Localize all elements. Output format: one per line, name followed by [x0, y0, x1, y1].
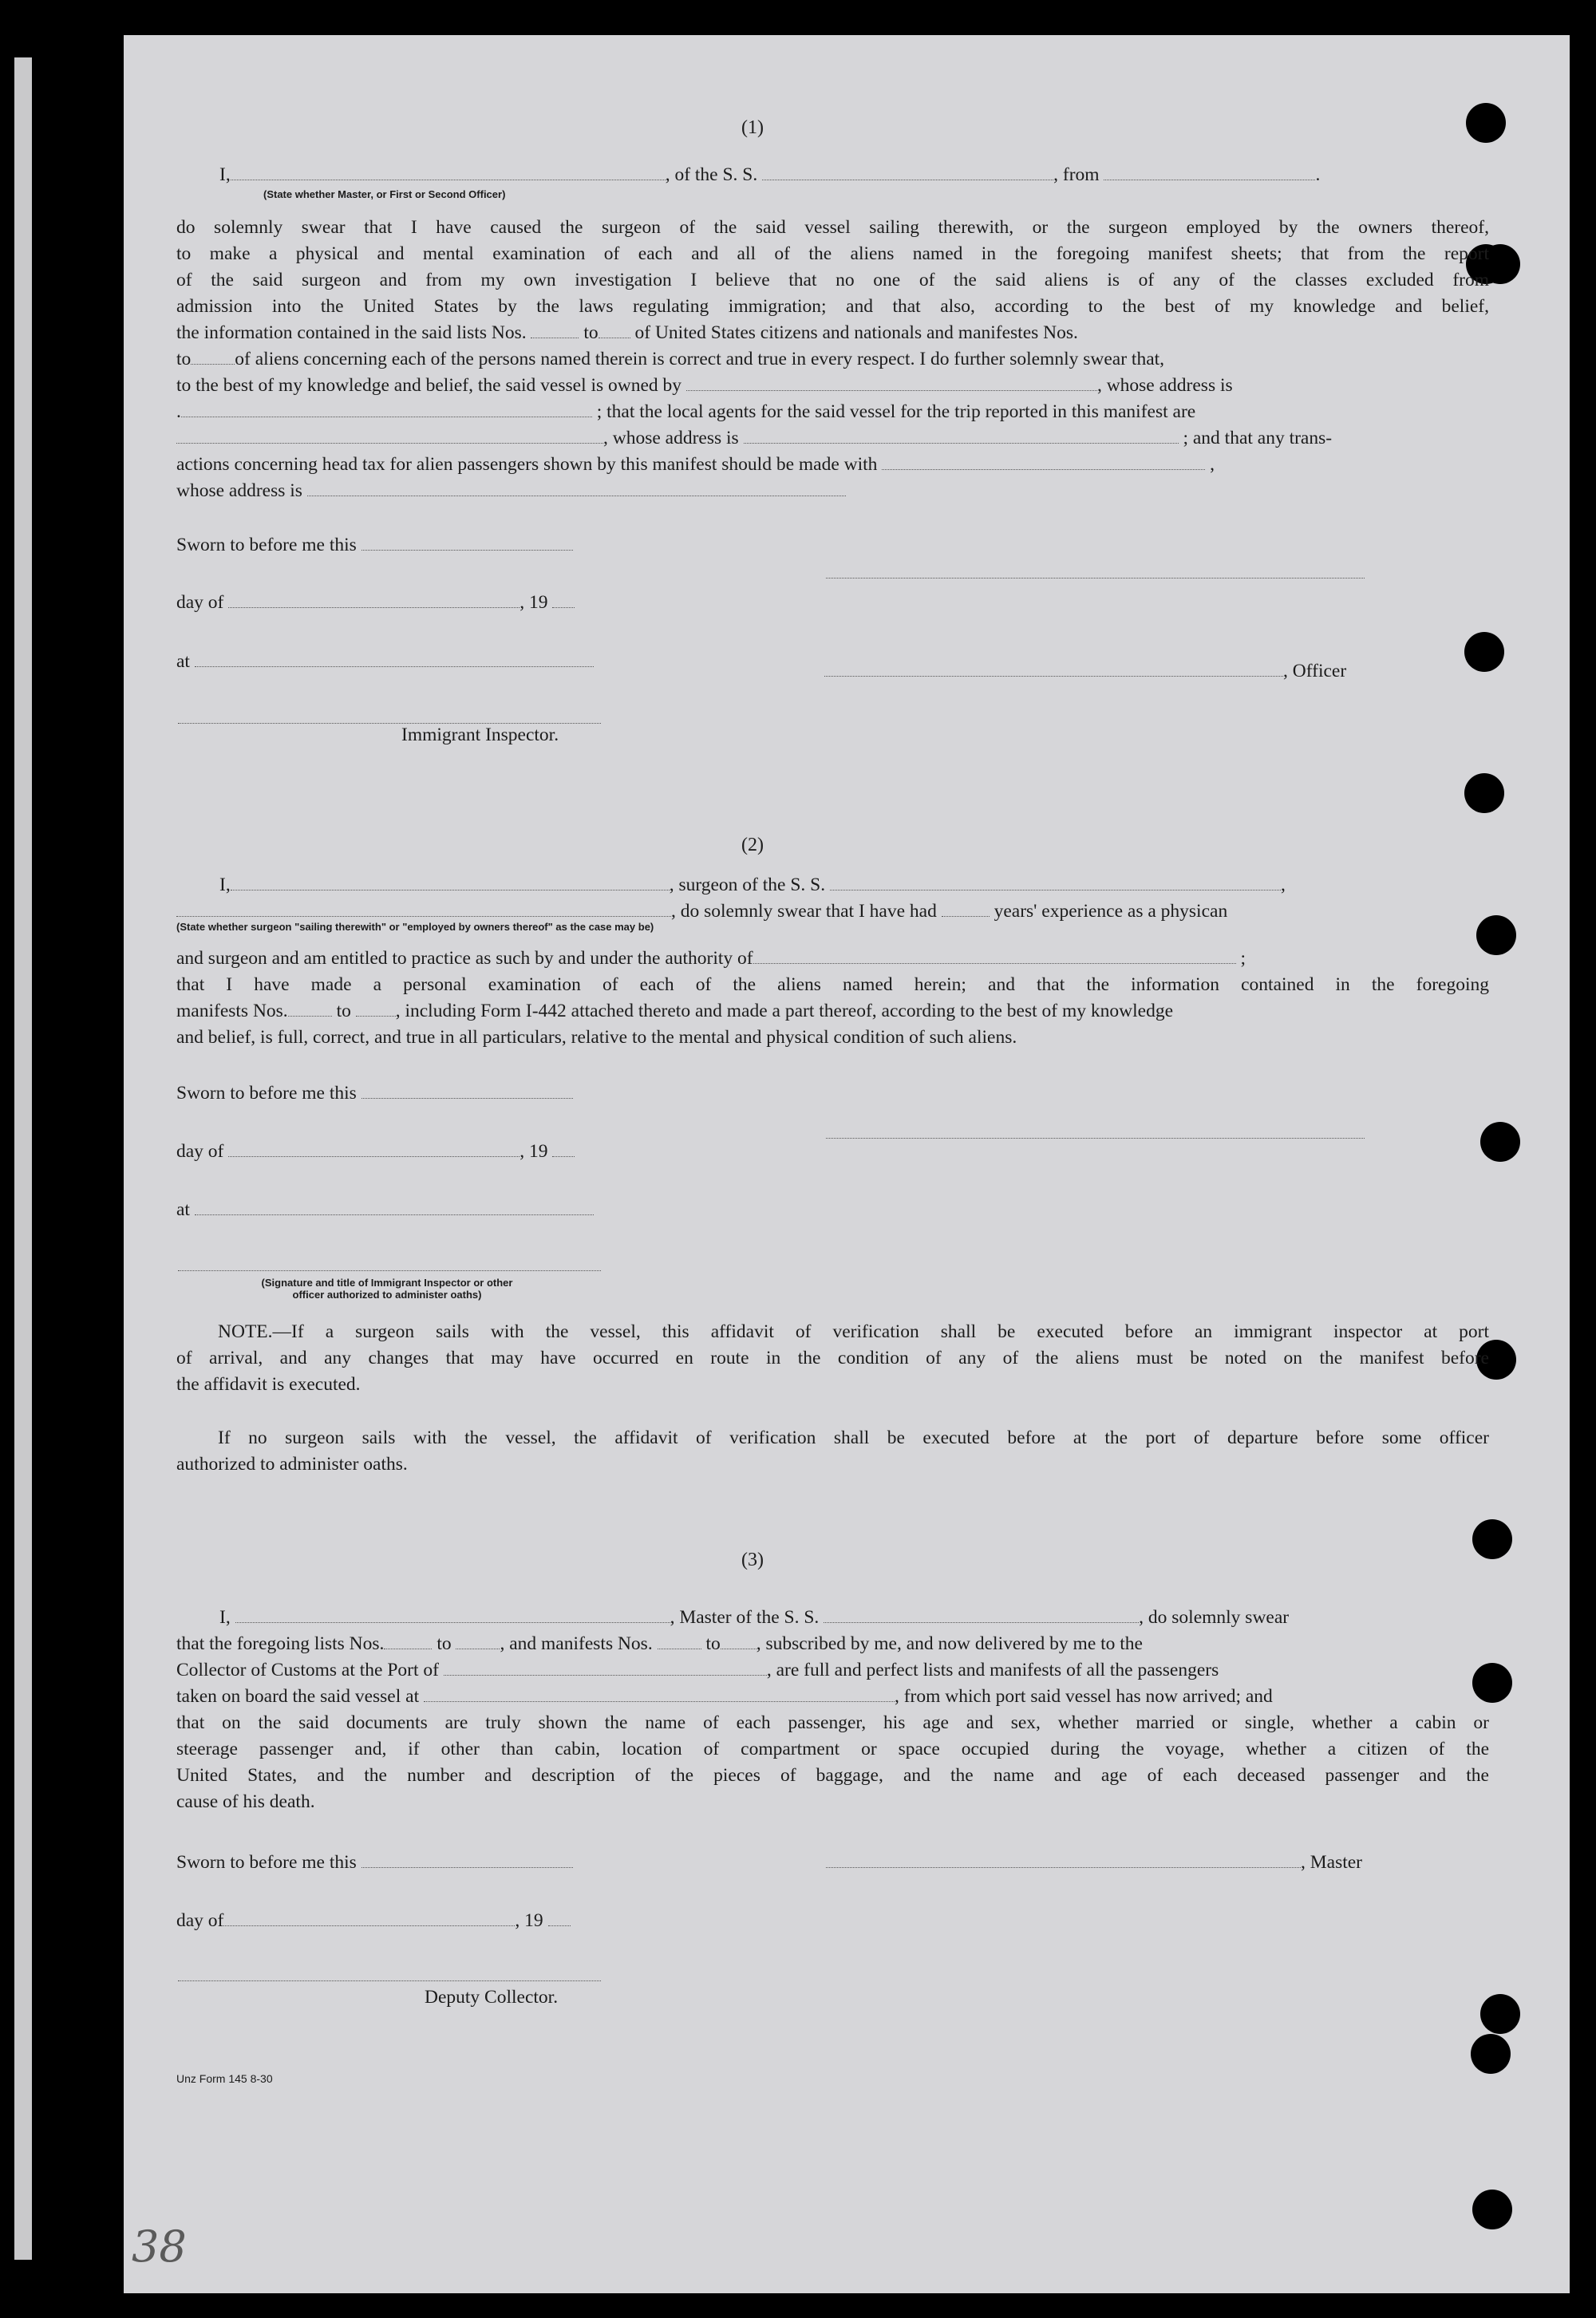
paragraph-line: to make a physical and mental examination of each and all of the aliens named in the foregoing manifest sheets; that from the report — [176, 243, 1489, 264]
text: ; and that any trans- — [1183, 428, 1333, 448]
blank-field — [762, 164, 1053, 180]
paragraph-line: of the said surgeon and from my own investigation I believe that no one of the said aliens is of any of the classes excluded from — [176, 270, 1489, 290]
punch-hole — [1480, 1122, 1520, 1162]
section1-owned-line — [176, 373, 1233, 397]
blank-field — [826, 1851, 1301, 1868]
paragraph-line: do solemnly swear that I have caused the surgeon of the said vessel sailing therewith, or the surgeon employed by the owners thereof, — [176, 217, 1489, 238]
blank-field — [552, 1140, 575, 1157]
text: the information contained in the said lists Nos. — [176, 322, 527, 343]
signature-title-note — [211, 1277, 563, 1301]
blank-field — [223, 1909, 515, 1926]
sworn-line — [176, 533, 573, 557]
blank-field — [721, 1633, 757, 1649]
blank-field — [191, 348, 235, 365]
text: at — [176, 651, 190, 672]
punch-hole — [1472, 2190, 1512, 2229]
signature-line — [826, 578, 1365, 579]
text: , surgeon of the S. S. — [669, 875, 826, 895]
text: whose address is — [176, 480, 302, 501]
surgeon-status-note: (State whether surgeon "sailing therewith" or "employed by owners thereof" as the case may be) — [176, 921, 654, 933]
blank-field — [753, 947, 1236, 964]
day-of-line — [176, 1909, 571, 1933]
section3-collector-line — [176, 1658, 1219, 1682]
note-line: authorized to administer oaths. — [176, 1454, 408, 1475]
paragraph-line: and belief, is full, correct, and true in all particulars, relative to the mental and physical condition of such aliens. — [176, 1027, 1017, 1048]
punch-hole — [1464, 773, 1504, 813]
punch-hole — [1466, 103, 1506, 143]
blank-field — [882, 453, 1205, 470]
paragraph-line: that I have made a personal examination of each of the aliens named herein; and that the information contained in the foregoing — [176, 974, 1489, 995]
section1-lists-line — [176, 321, 1078, 345]
section1-agents-address-line — [176, 426, 1332, 450]
text: , — [1210, 454, 1215, 475]
text: at — [176, 1199, 190, 1220]
section1-whose-line — [176, 479, 846, 503]
text: I, — [219, 875, 231, 895]
text: (Signature and title of Immigrant Inspector or other — [261, 1277, 513, 1289]
blank-field — [181, 401, 592, 417]
at-line — [176, 650, 594, 673]
day-of-line — [176, 590, 575, 614]
note-line: of arrival, and any changes that may have occurred en route in the condition of any of the aliens must be noted on the manifest before — [176, 1348, 1489, 1368]
text: day of — [176, 1910, 224, 1931]
text: ; that the local agents for the said vessel for the trip reported in this manifest are — [596, 401, 1196, 422]
signature-line — [178, 1270, 601, 1271]
text: Sworn to before me this — [176, 535, 357, 555]
note-line: NOTE.—If a surgeon sails with the vessel, this affidavit of verification shall be executed before an immigrant inspector at port — [218, 1321, 1489, 1342]
text: Collector of Customs at the Port of — [176, 1660, 439, 1680]
text: I, — [219, 1607, 231, 1628]
blank-field — [228, 591, 519, 608]
text: , including Form I-442 attached thereto and made a part thereof, according to the best of my knowledge — [395, 1001, 1173, 1021]
blank-field — [176, 427, 603, 444]
text: . — [1315, 164, 1321, 185]
blank-field — [658, 1633, 701, 1649]
text: , 19 — [519, 1141, 548, 1162]
blank-field — [195, 650, 594, 667]
blank-field — [444, 1659, 767, 1676]
text: , subscribed by me, and now delivered by me to the — [756, 1633, 1143, 1654]
paragraph-line: admission into the United States by the laws regulating immigration; and that also, according to the best of my knowledge and belief, — [176, 296, 1489, 317]
text: actions concerning head tax for alien passengers shown by this manifest should be made with — [176, 454, 878, 475]
blank-field — [361, 534, 573, 551]
text: to — [336, 1001, 351, 1021]
blank-field — [830, 874, 1281, 890]
blank-field — [361, 1082, 573, 1099]
text: ; — [1240, 948, 1246, 969]
section2-surgeon-line — [219, 873, 1286, 897]
section-number: (2) — [741, 835, 764, 855]
text: that the foregoing lists Nos. — [176, 1633, 385, 1654]
text: day of — [176, 1141, 224, 1162]
text: Sworn to before me this — [176, 1083, 357, 1104]
text: , from — [1053, 164, 1100, 185]
blank-field — [356, 1000, 396, 1017]
note-line: the affidavit is executed. — [176, 1374, 361, 1395]
section3-taken-line — [176, 1684, 1273, 1708]
blank-field — [598, 322, 630, 338]
blank-field — [456, 1633, 500, 1649]
blank-field — [942, 900, 990, 917]
text: , whose address is — [1096, 375, 1233, 396]
signature-line — [178, 1980, 601, 1981]
blank-field — [424, 1685, 895, 1702]
punch-hole — [1472, 1663, 1512, 1703]
page-edge-strip — [14, 57, 32, 2260]
text: , are full and perfect lists and manifests of all the passengers — [766, 1660, 1219, 1680]
section-number: (1) — [741, 117, 764, 138]
deputy-collector-title: Deputy Collector. — [425, 1987, 559, 2008]
blank-field — [307, 480, 846, 496]
section1-to-line — [176, 347, 1164, 371]
section2-manifests-line — [176, 999, 1173, 1023]
section1-headtax-line — [176, 452, 1215, 476]
blank-field — [531, 322, 579, 338]
paragraph-line: steerage passenger and, if other than cabin, location of compartment or space occupied during the voyage, whether a citizen of the — [176, 1739, 1489, 1759]
pencil-page-number: 38 — [132, 2221, 187, 2272]
paragraph-line: that on the said documents are truly shown the name of each passenger, his age and sex, whether married or single, whether a cabin or — [176, 1712, 1489, 1733]
blank-field — [686, 374, 1097, 391]
inspector-title: Immigrant Inspector. — [401, 725, 559, 745]
text: , from which port said vessel has now arrived; and — [894, 1686, 1273, 1707]
section-number: (3) — [741, 1550, 764, 1570]
text: to the best of my knowledge and belief, the said vessel is owned by — [176, 375, 682, 396]
text: day of — [176, 592, 224, 613]
section3-master-line — [219, 1605, 1289, 1629]
form-identifier: Unz Form 145 8-30 — [176, 2072, 273, 2085]
text: and surgeon and am entitled to practice as such by and under the authority of — [176, 948, 753, 969]
sworn-line — [176, 1850, 573, 1874]
text: to — [583, 322, 598, 343]
sworn-line — [176, 1081, 573, 1105]
blank-field — [1104, 164, 1315, 180]
blank-field — [228, 1140, 519, 1157]
blank-field — [824, 660, 1283, 677]
blank-field — [195, 1198, 594, 1215]
blank-field — [231, 874, 670, 890]
punch-hole — [1472, 1519, 1512, 1559]
punch-hole — [1464, 632, 1504, 672]
blank-field — [176, 900, 671, 917]
text: , and manifests Nos. — [500, 1633, 653, 1654]
text: , 19 — [519, 592, 548, 613]
blank-field — [824, 1606, 1139, 1623]
text: , of the S. S. — [665, 164, 758, 185]
manifest-verification-page — [124, 35, 1570, 2293]
text: , — [1280, 875, 1286, 895]
note-line: If no surgeon sails with the vessel, the affidavit of verification shall be executed before at the port of departure before some officer — [218, 1428, 1489, 1448]
text: Sworn to before me this — [176, 1852, 357, 1873]
at-line — [176, 1198, 594, 1222]
text: , Officer — [1283, 661, 1347, 681]
text: taken on board the said vessel at — [176, 1686, 420, 1707]
blank-field — [552, 591, 575, 608]
state-officer-note: (State whether Master, or First or Second Officer) — [263, 188, 506, 200]
section1-line-master — [219, 163, 1320, 187]
punch-hole — [1480, 1994, 1520, 2034]
blank-field — [548, 1909, 571, 1926]
text: manifests Nos. — [176, 1001, 288, 1021]
blank-field — [361, 1851, 573, 1868]
master-signature-line — [826, 1850, 1362, 1874]
paragraph-line: United States, and the number and description of the pieces of baggage, and the name and age of each deceased passenger and the — [176, 1765, 1489, 1786]
signature-line — [826, 1138, 1365, 1139]
text: , 19 — [515, 1910, 543, 1931]
blank-field — [231, 164, 666, 180]
paragraph-line: cause of his death. — [176, 1791, 315, 1812]
punch-hole — [1476, 915, 1516, 955]
blank-field — [744, 427, 1179, 444]
section2-years-line — [176, 899, 1227, 923]
day-of-line — [176, 1139, 575, 1163]
officer-signature-line — [824, 659, 1346, 683]
blank-field — [288, 1000, 332, 1017]
section3-lists-line — [176, 1632, 1143, 1656]
text: to — [176, 349, 192, 369]
text: , do solemnly swear that I have had — [671, 901, 937, 922]
text: of aliens concerning each of the persons named therein is correct and true in every respect. I do further solemnly swear that, — [235, 349, 1165, 369]
section1-agents-line: . ; that the local agents for the said vessel for the trip reported in this manifest are — [176, 401, 1196, 422]
text: , Master — [1301, 1852, 1363, 1873]
section2-authority-line — [176, 946, 1246, 970]
text: , do solemnly swear — [1139, 1607, 1290, 1628]
text: years' experience as a physican — [994, 901, 1228, 922]
blank-field — [235, 1606, 670, 1623]
text: officer authorized to administer oaths) — [292, 1289, 482, 1301]
text: of United States citizens and nationals and manifestes Nos. — [634, 322, 1078, 343]
blank-field — [384, 1633, 432, 1649]
text: to — [705, 1633, 721, 1654]
text: I, — [219, 164, 231, 185]
text: , Master of the S. S. — [670, 1607, 820, 1628]
punch-hole — [1471, 2034, 1511, 2074]
text: , whose address is — [603, 428, 739, 448]
text: to — [437, 1633, 452, 1654]
